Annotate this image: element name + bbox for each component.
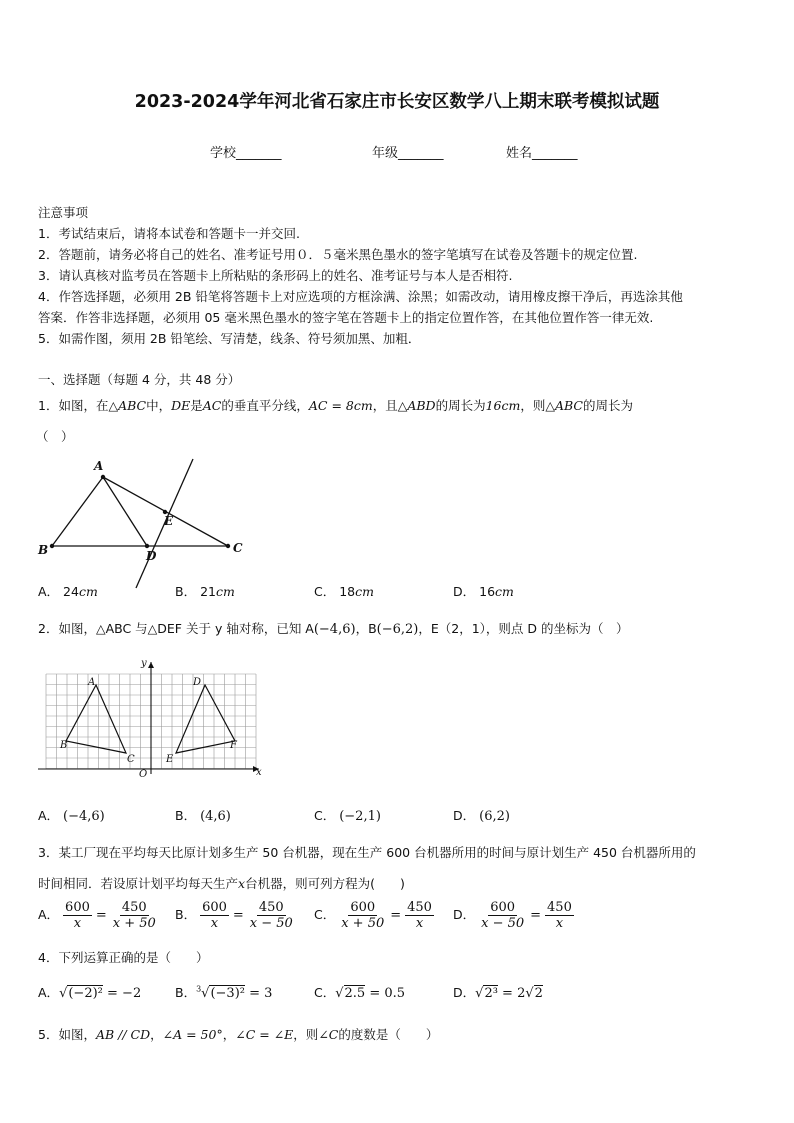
- q2-option-a[interactable]: A． (−4,6): [38, 808, 105, 824]
- q3-option-d[interactable]: D． $\frac{600}{x - 50}$ = $\frac{450}{x}$: [453, 900, 572, 931]
- label-a: A: [94, 459, 104, 473]
- notice-item: 5．如需作图，须用 2B 铅笔绘、写清楚，线条、符号须加黑、加粗．: [38, 331, 421, 346]
- q2-option-c[interactable]: C． (−2,1): [314, 808, 381, 824]
- q3-option-c[interactable]: C． $\frac{600}{x + 50}$ = $\frac{450}{x}$: [314, 900, 432, 931]
- section-heading: 一、选择题（每题 4 分，共 48 分）: [38, 372, 241, 387]
- q1-option-c[interactable]: C． 18cm: [314, 584, 374, 599]
- q4-option-b[interactable]: B．$^3$√(−3)² = 3: [175, 984, 273, 1001]
- exam-title: 2023-2024学年河北省石家庄市长安区数学八上期末联考模拟试题: [134, 92, 660, 112]
- label-d: D: [146, 549, 157, 563]
- notice-item: 2．答题前，请务必将自己的姓名、准考证号用０．５毫米黑色墨水的签字笔填写在试卷及答题卡的规定位置.: [38, 247, 638, 262]
- notice-heading: 注意事项: [38, 205, 89, 220]
- q3-text-line2: 时间相同．若设原计划平均每天生产x台机器，则可列方程为( ): [38, 876, 405, 891]
- label-origin: O: [139, 769, 148, 780]
- q3-option-b[interactable]: B． $\frac{600}{x}$ = $\frac{450}{x - 50}$: [175, 900, 293, 931]
- notice-item: 1．考试结束后，请将本试卷和答题卡一并交回.: [38, 226, 300, 241]
- notice-item: 4．作答选择题，必须用 2B 铅笔将答题卡上对应选项的方框涂满、涂黑；如需改动，请用橡皮擦干净后，再选涂其他: [38, 289, 683, 304]
- point-d: [145, 544, 149, 548]
- notice-item: 3．请认真核对监考员在答题卡上所粘贴的条形码上的姓名、准考证号与本人是否相符.: [38, 268, 513, 283]
- segment-ad: [103, 477, 147, 546]
- q3-text-line1: 3．某工厂现在平均每天比原计划多生产 50 台机器，现在生产 600 台机器所用的时间与原计划生产 450 台机器所用的: [38, 845, 696, 860]
- notice-item: 答案．作答非选择题，必须用 05 毫米黑色墨水的签字笔在答题卡上的指定位置作答，在其他位置作答一律无效.: [38, 310, 654, 325]
- q4-option-d[interactable]: D．√2³ = 2√2: [453, 985, 543, 1001]
- point-c: [226, 544, 230, 548]
- q1-text: 1．如图，在△ABC中，DE是AC的垂直平分线，AC = 8cm，且△ABD的周长为16cm，则△ABC的周长为: [38, 398, 634, 413]
- label-e: E: [166, 754, 174, 765]
- label-c: C: [127, 754, 135, 765]
- q5-text: 5．如图，AB // CD，∠A = 50°，∠C = ∠E，则∠C的度数是（ ）: [38, 1027, 439, 1042]
- name-field: 姓名_______: [506, 146, 578, 161]
- point-a: [101, 475, 105, 479]
- q4-option-a[interactable]: A．√(−2)² = −2: [38, 985, 142, 1001]
- q4-text: 4．下列运算正确的是（ ）: [38, 950, 209, 965]
- label-f: F: [230, 740, 237, 751]
- side-ab: [52, 477, 103, 546]
- label-b: B: [38, 543, 49, 557]
- q1-option-b[interactable]: B． 21cm: [175, 584, 235, 599]
- label-a: A: [88, 677, 96, 688]
- grade-field: 年级_______: [372, 146, 444, 161]
- q3-option-a[interactable]: A． $\frac{600}{x}$ = $\frac{450}{x + 50}$: [38, 900, 156, 931]
- q2-option-b[interactable]: B． (4,6): [175, 808, 231, 824]
- label-y: y: [141, 658, 147, 669]
- label-b: B: [60, 740, 68, 751]
- point-b: [50, 544, 54, 548]
- q1-answer-paren: （ ）: [36, 429, 74, 444]
- q2-figure: [38, 656, 268, 780]
- label-d: D: [193, 677, 202, 688]
- q1-option-d[interactable]: D． 16cm: [453, 584, 514, 599]
- label-x: x: [256, 767, 262, 778]
- q4-option-c[interactable]: C．√2.5 = 0.5: [314, 985, 406, 1001]
- label-c: C: [233, 541, 243, 555]
- label-e: E: [164, 514, 174, 528]
- school-field: 学校_______: [210, 146, 282, 161]
- q2-text: 2．如图，△ABC 与△DEF 关于 y 轴对称，已知 A(−4,6)，B(−6,2)，E（2，1），则点 D 的坐标为（ ）: [38, 621, 629, 637]
- q1-option-a[interactable]: A． 24cm: [38, 584, 98, 599]
- q2-option-d[interactable]: D． (6,2): [453, 808, 510, 824]
- q1-figure: [30, 455, 260, 595]
